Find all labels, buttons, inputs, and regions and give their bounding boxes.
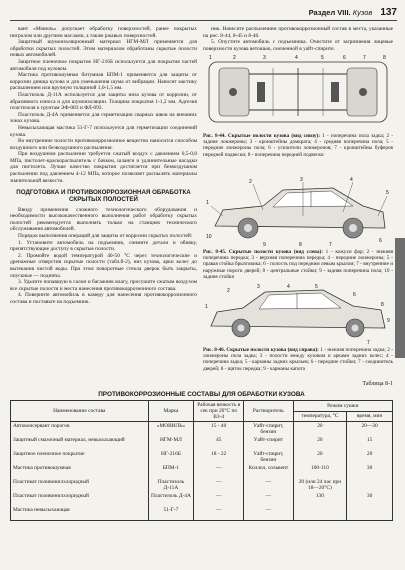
paragraph: Невысыхающая мастика 51-Г-7 используется для герметизации соединений кузова.	[10, 124, 197, 138]
cell-temperature: 20	[293, 450, 346, 464]
svg-text:2: 2	[233, 55, 236, 61]
svg-text:3: 3	[257, 284, 260, 290]
cell-brand: 51-Г-7	[148, 506, 194, 521]
cell-brand: Пластизоль Д-11А	[148, 478, 194, 492]
section-label	[309, 8, 373, 17]
composition-table	[10, 400, 393, 521]
cell-solvent: Уайт-спирит	[244, 436, 294, 450]
svg-text:10: 10	[206, 234, 212, 240]
cell-name: Пластикат поливинилхлоридный	[11, 492, 149, 506]
table-row	[11, 478, 393, 492]
table-row	[11, 492, 393, 506]
figure-caption	[203, 249, 393, 280]
left-text-column	[10, 26, 197, 306]
cell-time: 30	[347, 464, 393, 478]
svg-text:8: 8	[381, 302, 384, 308]
caption-text: 1 - нижняя поперечина задка; 2 - лонжероны пола задка; 3 - полости между кузовом и арками задних колес; 4 - поперечина задка; 5 - карманы задних крыльев; 6 - передние стойки; 7 - соединитель дверей; 8 - щиток передка; 9 - карманы капота	[203, 347, 393, 372]
svg-text:5: 5	[386, 190, 389, 196]
cell-solvent: —	[244, 478, 294, 492]
paragraph: Пластизоль Д-4А применяется для герметизации сварных швов на внешних зонах кузова.	[10, 111, 197, 125]
cell-time	[347, 478, 393, 492]
cell-viscosity: 18 - 22	[194, 450, 244, 464]
cell-temperature: 100-110	[293, 464, 346, 478]
svg-text:5: 5	[321, 55, 324, 61]
svg-text:6: 6	[343, 55, 346, 61]
cell-name: Пластикат поливинилхлоридный	[11, 478, 149, 492]
paragraph: 5. Опустите автомобиль с подъемника. Очистите от загрязнения лицевые поверхности кузова ветошью, смоченной в уайт-спирите.	[203, 39, 393, 52]
cell-temperature: 20	[293, 422, 346, 437]
table-row	[11, 450, 393, 464]
cell-time: 20	[347, 450, 393, 464]
column-header-name: Наименование состава	[11, 401, 149, 422]
table-row	[11, 422, 393, 437]
figure-caption	[203, 133, 393, 158]
cell-viscosity: —	[194, 492, 244, 506]
cell-viscosity: 45	[194, 436, 244, 450]
cell-temperature: 20 (или 24 час при 18—20°С)	[293, 478, 346, 492]
cell-name: Защитный смазочный материал, невысыхающий	[11, 436, 149, 450]
caption-title: Рис. 8-46. Скрытые полости кузова (вид справа):	[203, 347, 319, 353]
svg-text:1: 1	[206, 200, 209, 206]
table-title: ПРОТИВОКОРРОЗИОННЫЕ СОСТАВЫ ДЛЯ ОБРАБОТКИ КУЗОВА	[98, 391, 305, 398]
paragraph: вант «Мовиль» допускает обработку поверхностей, ранее покрытых нигролом или другими маслами, а также ржавых поверхностей.	[10, 26, 197, 39]
svg-text:7: 7	[367, 340, 370, 346]
svg-text:7: 7	[329, 242, 332, 248]
svg-text:1: 1	[205, 304, 208, 310]
chapter-thumb-tab	[395, 238, 405, 358]
svg-text:6: 6	[353, 292, 356, 298]
cell-time: 30	[347, 492, 393, 506]
paragraph: Ввиду применения сложного технологического оборудования и необходимости высококачественного выполнения работ обработку скрытых полостей рекомендуется выполнять только на станциях технического обслуживания автомобилей.	[10, 206, 197, 233]
paragraph: Защитное пленочное покрытие НГ-216Б используется для покрытия частей автомобиля под кузовом.	[10, 58, 197, 72]
caption-title: Рис. 8-45. Скрытые полости кузова (вид слева):	[203, 249, 323, 255]
column-header-time: время, мин	[347, 411, 393, 422]
column-header-viscosity: Рабочая вязкость в сек при 20°С по ВЗ-4	[194, 401, 244, 422]
cell-temperature	[293, 506, 346, 521]
cell-solvent: Уайт-спирит, бензин	[244, 450, 294, 464]
svg-text:1: 1	[209, 55, 212, 61]
column-header-brand: Марка	[148, 401, 194, 422]
right-text-column	[203, 26, 393, 52]
svg-text:8: 8	[299, 242, 302, 248]
car-right-illustration	[203, 282, 393, 346]
section-name: Кузов	[352, 7, 373, 17]
svg-text:2: 2	[249, 179, 252, 185]
cell-brand: НГМ-МЛ	[148, 436, 194, 450]
cell-viscosity: —	[194, 506, 244, 521]
cell-name: Защитное пленочное покрытие	[11, 450, 149, 464]
figure-left-view	[203, 176, 393, 280]
page-number: 137	[380, 6, 397, 18]
cell-time	[347, 506, 393, 521]
figure-underbody	[203, 52, 393, 158]
cell-viscosity: —	[194, 478, 244, 492]
cell-brand: НГ-216Б	[148, 450, 194, 464]
svg-text:4: 4	[295, 55, 298, 61]
paragraph: 4. Поверните автомобиль в камеру для нанесения противокоррозионного состава и поставьте на подъемник.	[10, 292, 197, 305]
svg-text:4: 4	[287, 284, 290, 290]
svg-text:9: 9	[387, 318, 390, 324]
caption-text: 1 - кожухи фар; 2 - нижняя поперечина передка; 3 - верхняя поперечина передка; 4 - передние лонжероны; 5 - правая стойка брызговика; 6 - полость под передним левым крылом; 7 - внутренние и наружные пороги дверей; 8 - центральные стойки; 9 - задняя поперечина пола; 10 - задние стойки	[203, 249, 394, 280]
svg-text:9: 9	[263, 242, 266, 248]
svg-text:5: 5	[315, 284, 318, 290]
cell-name: Мастика противошумная	[11, 464, 149, 478]
running-header	[10, 4, 397, 21]
paragraph: Мастика противошумная битумная БПМ-1 применяется для защиты от коррозии днища кузова и для уменьшения шума от вибрации. Наносят мастику распылением или вручную толщиной 1,0-1,5 мм.	[10, 72, 197, 92]
cell-time: 20—30	[347, 422, 393, 437]
paragraph: 1. Установите автомобиль на подъемник, снимите детали и обивку, препятствующие доступу в скрытые полости.	[10, 239, 197, 253]
table-row	[11, 464, 393, 478]
table-header-row	[11, 401, 393, 412]
paragraph: 2. Промойте водой температурой 40-50 °С через технологические и дренажные отверстия скрытые полости (табл.8-2), низ кузова, арки колес до вытекания чистой воды. При этом поворотные стекла дверок быть закрыты, опускные — подняты.	[10, 252, 197, 279]
svg-text:3: 3	[263, 55, 266, 61]
svg-text:7: 7	[363, 55, 366, 61]
table-row	[11, 506, 393, 521]
svg-text:4: 4	[350, 177, 353, 183]
cell-viscosity: 15 - 40	[194, 422, 244, 437]
paragraph: При воздушном распылении требуется сжатый воздух с давлением 0,5-0,8 МПа, пистолет-краскораспылитель с бачком, шланги и удлинительные насадки для пистолета. Лучше качество покрытия достигается при безвоздушном распылении под давлением 4-12 МПа, которое позволяет распылять материалы значительной вязкости.	[10, 151, 197, 184]
svg-text:3: 3	[300, 177, 303, 183]
cell-temperature: 130	[293, 492, 346, 506]
figure-right-view	[203, 282, 393, 372]
cell-time: 15	[347, 436, 393, 450]
column-header-temperature: температура, °С	[293, 411, 346, 422]
paragraph: ник. Нанесите распылением противокоррозионный состав в места, указанные на рис. 8-44, 8-45 и 8-46.	[203, 26, 393, 39]
paragraph: Защитный шумоизоляционный материал НГМ-МЛ применяется для обработки скрытых полостей. Этим материалом обработаны скрытые полости новых автомобилей.	[10, 39, 197, 59]
cell-solvent: Ксилол, сольвент	[244, 464, 294, 478]
paragraph: 3. Удалите попавшую в салон и багажник влагу, просушите сжатым воздухом все скрытые полости и места нанесения противокоррозионного состава.	[10, 279, 197, 292]
caption-title: Рис. 8-44. Скрытые полости кузова (вид снизу):	[203, 133, 320, 139]
section-number: Раздел VIII.	[308, 7, 351, 17]
cell-solvent: Уайт-спирит, бензин	[244, 422, 294, 437]
cell-solvent: —	[244, 492, 294, 506]
paragraph: Пластизоль Д-11А используется для защиты низа кузова от коррозии, от абразивного износа и для шумоизоляции. Толщина покрытия 1-1,2 мм. Адгезия пластизоля к грунтам ЭФ-083 и ФЛ-093.	[10, 91, 197, 112]
cell-solvent: —	[244, 506, 294, 521]
cell-brand: «МОВИЛЬ»	[148, 422, 194, 437]
section-heading: ПОДГОТОВКА И ПРОТИВОКОРРОЗИОННАЯ ОБРАБОТКА СКРЫТЫХ ПОЛОСТЕЙ	[16, 189, 191, 204]
column-header-solvent: Растворитель	[244, 401, 294, 422]
paragraph: Во внутренние полости противокоррозионное вещество наносится способом воздушного или безвоздушного распыления.	[10, 138, 197, 151]
paragraph: Порядок выполнения операций для защиты от коррозии скрытых полостей:	[18, 233, 193, 240]
caption-text: 1 - поперечина пола задка; 2 - задние лонжероны; 3 - кронштейны домкрата; 4 - средняя поперечина пола; 5 - передние лонжероны пола; 6 - усилители лонжеронов; 7 - кронштейны буферов передней подвески; 8 - поперечина передней подвески	[203, 133, 393, 158]
underbody-illustration	[203, 52, 393, 132]
cell-brand: БПМ-1	[148, 464, 194, 478]
figure-caption	[203, 347, 393, 372]
cell-temperature: 20	[293, 436, 346, 450]
table-label: Таблица 8-1	[362, 381, 393, 387]
svg-text:2: 2	[227, 288, 230, 294]
cell-brand: Пластизоль Д-4А	[148, 492, 194, 506]
svg-text:8: 8	[383, 55, 386, 61]
car-left-illustration	[203, 176, 393, 248]
svg-text:6: 6	[379, 238, 382, 244]
cell-name: Автоконсервант порогов	[11, 422, 149, 437]
cell-name: Мастика невысыхающая	[11, 506, 149, 521]
column-header-drying: Режим сушки	[293, 401, 392, 412]
cell-viscosity: —	[194, 464, 244, 478]
table-row	[11, 436, 393, 450]
